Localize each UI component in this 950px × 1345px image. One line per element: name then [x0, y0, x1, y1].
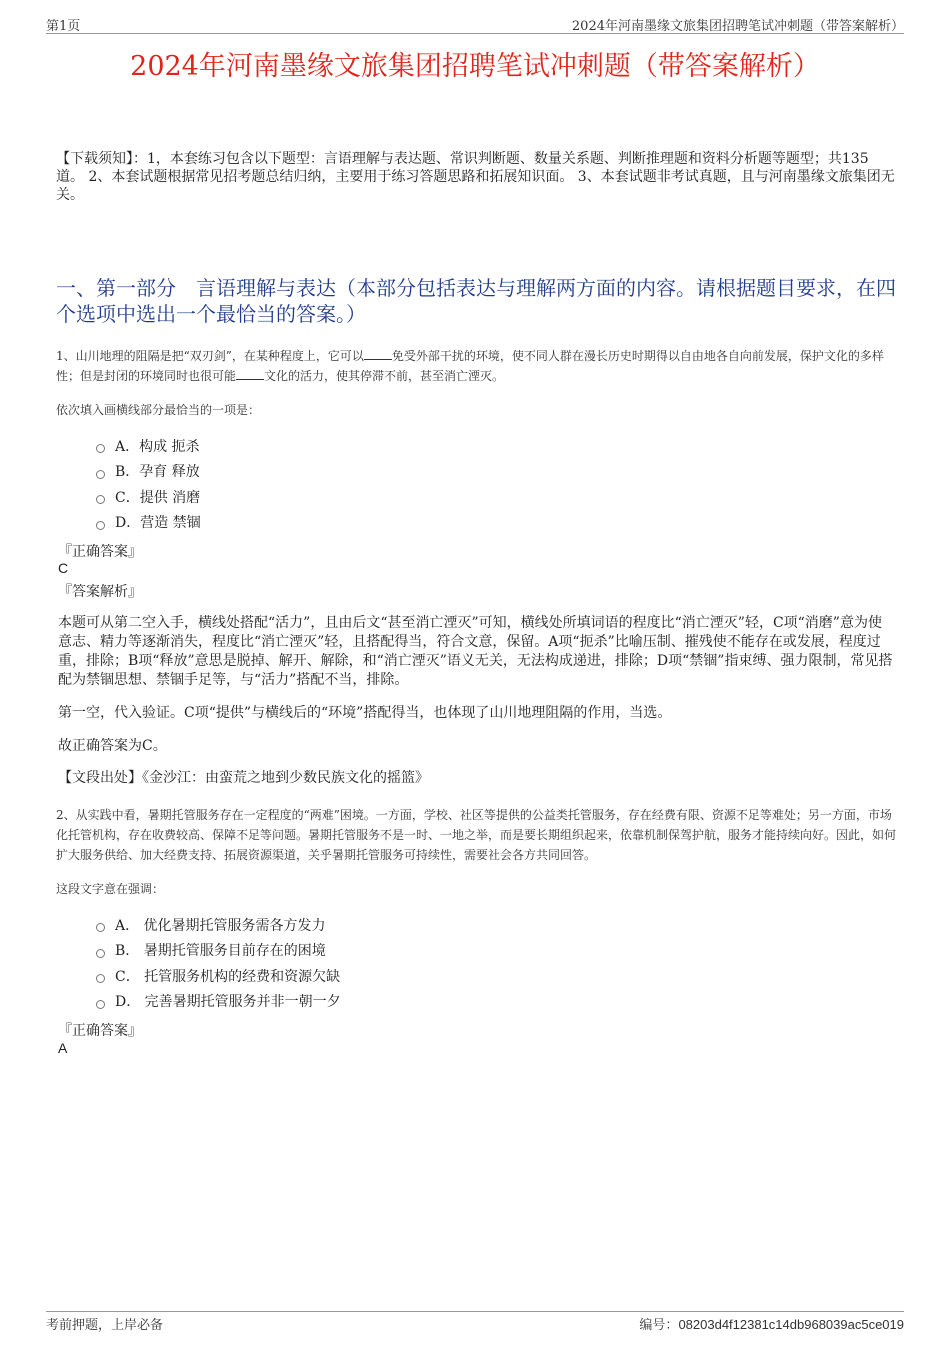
question-2-answer: A — [58, 1040, 68, 1056]
question-1-text-part2: 免受外部干扰的环境，使不同人群在漫长历史时期得以自由地各自向前发展，保护文化的多样性；但是封闭的环境同时也很可能 — [56, 349, 884, 383]
question-1-analysis-paragraph-1: 本题可从第二空入手，横线处搭配“活力”，且由后文“甚至消亡湮灭”可知，横线处所填词语的程度比“消亡湮灭”轻，C项“消磨”意为使意志、精力等逐渐消失，程度比“消亡湮灭”轻，且搭配得当，符合文意，保留。A项“扼杀”比喻压制、摧残使不能存在或发展，程度过重，排除；B项“释放”意思是脱掉、解开、解除，和“消亡湮灭”语义无关，无法构成递进，排除；D项“禁锢”指束缚、强力限制，常见搭配为禁锢思想、禁锢手足等，与“活力”搭配不当，排除。 — [58, 615, 893, 688]
footer-slogan: 考前押题，上岸必备 — [46, 1318, 164, 1333]
document-title: 2024年河南墨缘文旅集团招聘笔试冲刺题（带答案解析） — [130, 51, 820, 82]
header-divider — [46, 33, 904, 34]
question-1-analysis-paragraph-3: 故正确答案为C。 — [58, 738, 167, 754]
question-2-answer-label: 『正确答案』 — [58, 1023, 142, 1039]
radio-icon[interactable] — [96, 521, 105, 530]
question-1-prompt: 依次填入画横线部分最恰当的一项是： — [56, 403, 261, 417]
question-2-prompt: 这段文字意在强调： — [56, 882, 165, 896]
question-1-option-a[interactable] — [96, 433, 201, 459]
question-1-options — [96, 433, 201, 535]
fill-blank-1 — [364, 347, 392, 360]
question-1-option-b[interactable] — [96, 459, 201, 485]
radio-icon[interactable] — [96, 470, 105, 479]
question-2-options — [96, 912, 341, 1014]
question-1-text — [56, 346, 896, 386]
radio-icon[interactable] — [96, 1000, 105, 1009]
option-label: D．营造 禁锢 — [115, 515, 201, 532]
question-1-option-d[interactable] — [96, 510, 201, 536]
radio-icon[interactable] — [96, 444, 105, 453]
option-label: D． 完善暑期托管服务并非一朝一夕 — [115, 994, 341, 1011]
radio-icon[interactable] — [96, 974, 105, 983]
page-number: 第1页 — [46, 19, 81, 34]
question-2-option-d[interactable] — [96, 989, 341, 1015]
footer-code — [639, 1314, 904, 1333]
download-notice: 【下载须知】：1，本套练习包含以下题型：言语理解与表达题、常识判断题、数量关系题、判断推理题和资料分析题等题型；共135道。 2、本套试题根据常见招考题总结归纳，主要用于练习答题思路和拓展知识面。 3、本套试题非考试真题，且与河南墨缘文旅集团无关。 — [56, 151, 895, 203]
radio-icon[interactable] — [96, 949, 105, 958]
footer-code-label: 编号： — [639, 1318, 679, 1333]
fill-blank-2 — [236, 367, 264, 380]
radio-icon[interactable] — [96, 923, 105, 932]
option-label: A． 优化暑期托管服务需各方发力 — [115, 917, 326, 934]
footer-code-value: 08203d4f12381c14db968039ac5ce019 — [678, 1317, 904, 1332]
radio-icon[interactable] — [96, 495, 105, 504]
question-1-answer: C — [58, 560, 69, 576]
question-2-option-a[interactable] — [96, 912, 341, 938]
question-1-text-part3: 文化的活力，使其停滞不前，甚至消亡湮灭。 — [264, 369, 505, 383]
option-label: B． 暑期托管服务目前存在的困境 — [115, 943, 326, 960]
option-label: A．构成 扼杀 — [115, 438, 200, 455]
question-1-source: 【文段出处】《金沙江：由蛮荒之地到少数民族文化的摇篮》 — [58, 770, 429, 786]
option-label: C．提供 消磨 — [115, 489, 201, 506]
question-1-analysis-paragraph-2: 第一空，代入验证。C项“提供”与横线后的“环境”搭配得当，也体现了山川地理阻隔的作用，当选。 — [58, 705, 672, 721]
running-header-title: 2024年河南墨缘文旅集团招聘笔试冲刺题（带答案解析） — [571, 19, 904, 34]
question-1-option-c[interactable] — [96, 484, 201, 510]
question-2-text: 2、从实践中看，暑期托管服务存在一定程度的“两难”困境。一方面，学校、社区等提供的公益类托管服务，存在经费有限、资源不足等难处；另一方面，市场化托管机构，存在收费较高、保障不足等问题。暑期托管服务不是一时、一地之举，而是要长期组织起来，依靠机制保驾护航，服务才能持续向好。因此，如何扩大服务供给、加大经费支持、拓展资源渠道，关乎暑期托管服务可持续性，需要社会各方共同回答。 — [56, 808, 897, 862]
question-1-analysis-label: 『答案解析』 — [58, 584, 142, 600]
question-1-answer-label: 『正确答案』 — [58, 544, 142, 560]
option-label: C． 托管服务机构的经费和资源欠缺 — [115, 968, 341, 985]
question-2-option-b[interactable] — [96, 938, 341, 964]
footer-divider — [46, 1311, 904, 1312]
section-heading: 一、第一部分 言语理解与表达（本部分包括表达与理解两方面的内容。请根据题目要求，在四个选项中选出一个最恰当的答案。） — [56, 276, 896, 326]
question-1-text-part1: 1、山川地理的阻隔是把“双刃剑”，在某种程度上，它可以 — [56, 349, 364, 363]
question-2-option-c[interactable] — [96, 963, 341, 989]
option-label: B．孕育 释放 — [115, 464, 200, 481]
